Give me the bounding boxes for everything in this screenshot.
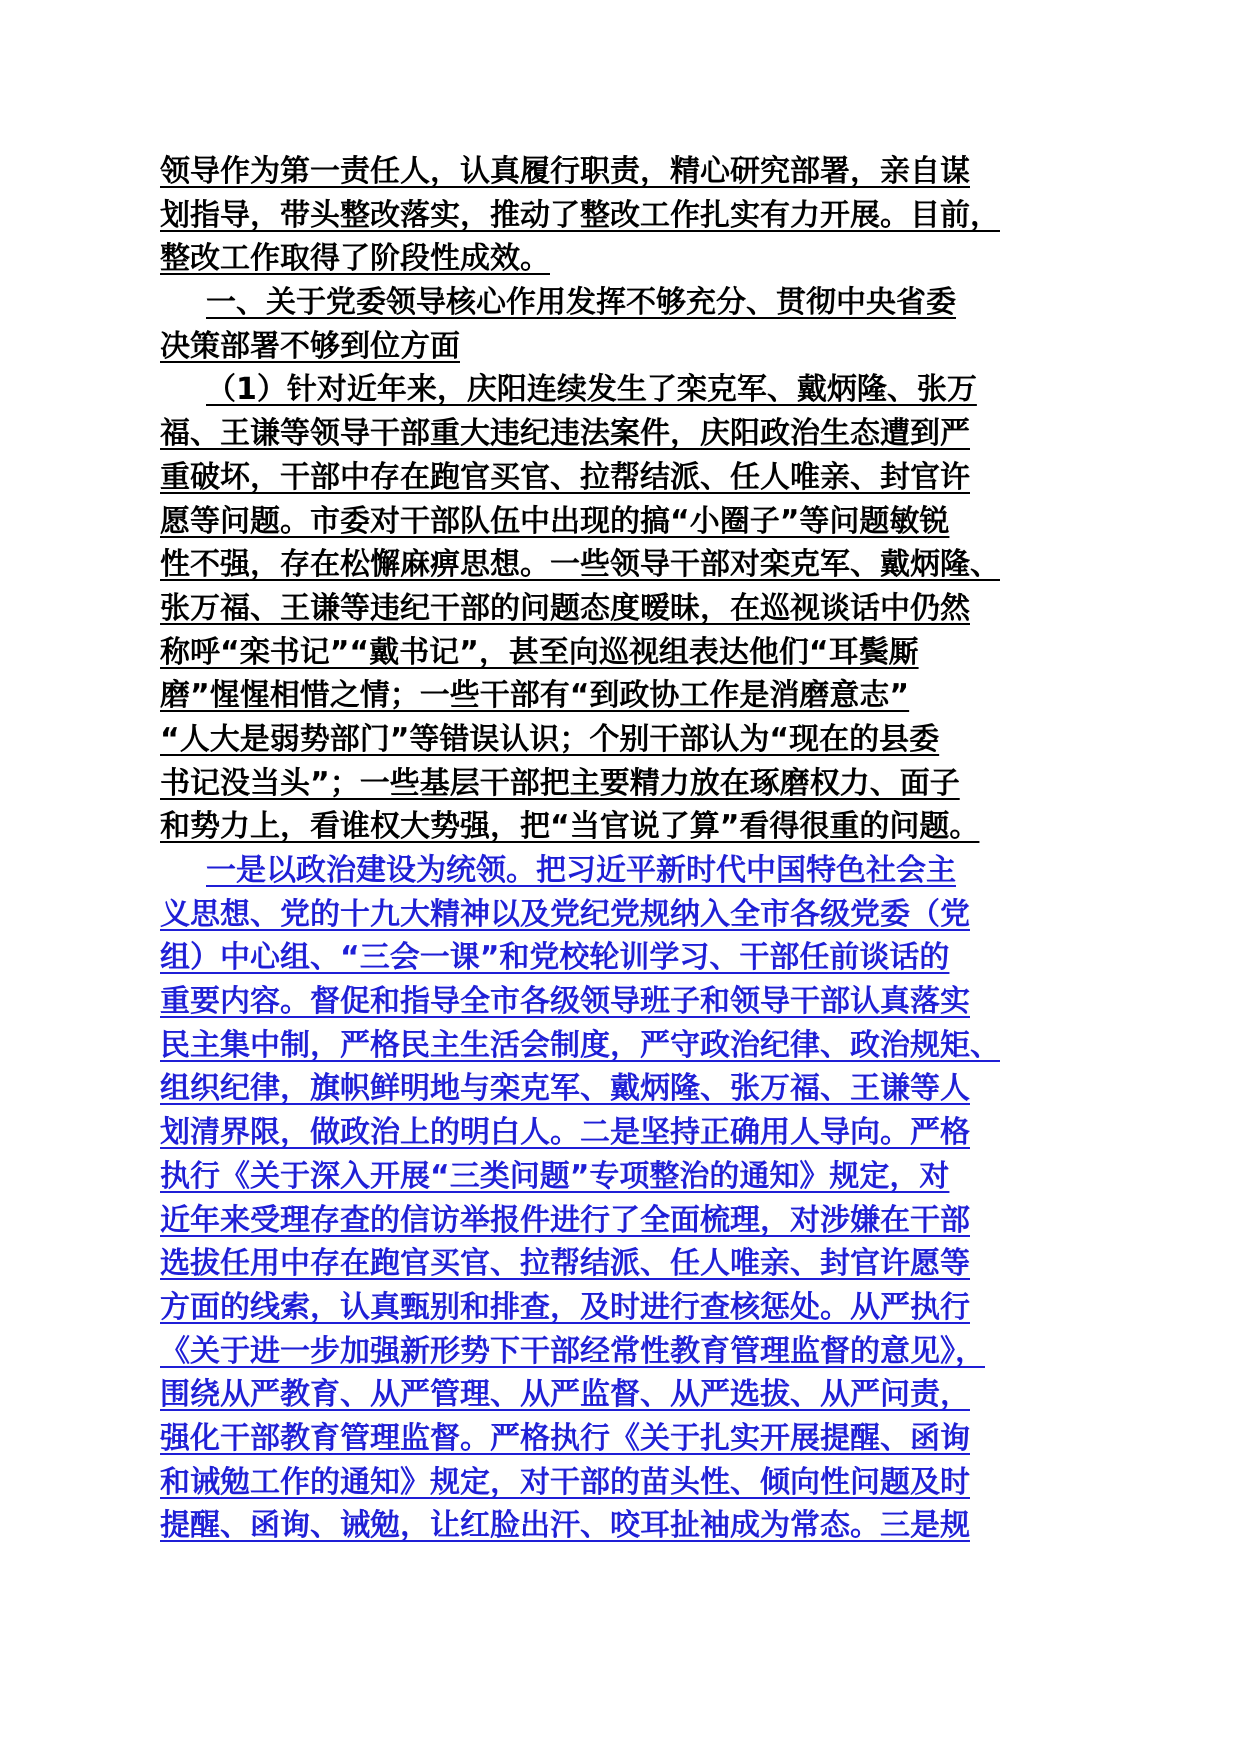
text-line-content: 组织纪律，旗帜鲜明地与栾克军、戴炳隆、张万福、王谦等人 [160, 1071, 970, 1107]
text-line-content: 愿等问题。市委对干部队伍中出现的搞“小圈子”等问题敏锐 [160, 503, 950, 539]
text-line [160, 237, 1120, 281]
text-line [160, 150, 1120, 194]
text-line-content: 决策部署不够到位方面 [160, 328, 460, 364]
text-line [160, 587, 1120, 631]
text-line [160, 1242, 1120, 1286]
text-line [160, 1024, 1120, 1068]
text-line-content: 组）中心组、“三会一课”和党校轮训学习、干部任前谈话的 [160, 940, 950, 976]
text-line [160, 1330, 1120, 1374]
text-line-content: “人大是弱势部门”等错误认识；个别干部认为“现在的县委 [160, 721, 940, 757]
text-line [160, 1067, 1120, 1111]
text-line-content: 整改工作取得了阶段性成效。 [160, 241, 550, 277]
text-line-content: 性不强，存在松懈麻痹思想。一些领导干部对栾克军、戴炳隆、 [160, 547, 1000, 583]
text-line-content: 《关于进一步加强新形势下干部经常性教育管理监督的意见》， [160, 1333, 985, 1369]
text-line-content: 和诫勉工作的通知》规定，对干部的苗头性、倾向性问题及时 [160, 1464, 970, 1500]
text-line-content: 书记没当头”；一些基层干部把主要精力放在琢磨权力、面子 [160, 765, 960, 801]
text-line [160, 718, 1120, 762]
text-line [160, 1286, 1120, 1330]
text-line [160, 1504, 1120, 1548]
text-line [160, 762, 1120, 806]
text-line [160, 893, 1120, 937]
text-line-content: 义思想、党的十九大精神以及党纪党规纳入全市各级党委（党 [160, 896, 970, 932]
text-line [160, 1111, 1120, 1155]
text-line [160, 543, 1120, 587]
text-line [160, 500, 1120, 544]
text-line-content: 强化干部教育管理监督。严格执行《关于扎实开展提醒、函询 [160, 1420, 970, 1456]
text-line-content: 一、关于党委领导核心作用发挥不够充分、贯彻中央省委 [206, 285, 956, 321]
text-line [160, 674, 1120, 718]
text-line-content: 和势力上，看谁权大势强，把“当官说了算”看得很重的问题。 [160, 809, 980, 845]
text-line [160, 456, 1120, 500]
text-line-content: 福、王谦等领导干部重大违纪违法案件，庆阳政治生态遭到严 [160, 416, 970, 452]
text-line-content: 称呼“栾书记”“戴书记”，甚至向巡视组表达他们“耳鬓厮 [160, 634, 919, 670]
text-line-content: 重要内容。督促和指导全市各级领导班子和领导干部认真落实 [160, 984, 970, 1020]
text-line-content: 提醒、函询、诫勉，让红脸出汗、咬耳扯袖成为常态。三是规 [160, 1508, 970, 1544]
text-line [160, 325, 1120, 369]
document-body [160, 150, 1120, 1548]
text-line-content: 一是以政治建设为统领。把习近平新时代中国特色社会主 [206, 853, 956, 888]
text-line-content: 选拔任用中存在跑官买官、拉帮结派、任人唯亲、封官许愿等 [160, 1246, 970, 1282]
text-line [160, 849, 1120, 893]
text-line-content: 方面的线索，认真甄别和排查，及时进行查核惩处。从严执行 [160, 1289, 970, 1325]
text-line-content: 重破坏，干部中存在跑官买官、拉帮结派、任人唯亲、封官许 [160, 459, 970, 495]
text-line [160, 1155, 1120, 1199]
text-line [160, 281, 1120, 325]
text-line-content: 近年来受理存查的信访举报件进行了全面梳理，对涉嫌在干部 [160, 1202, 970, 1238]
text-line-content: 领导作为第一责任人，认真履行职责，精心研究部署，亲自谋 [160, 154, 970, 189]
text-line [160, 1461, 1120, 1505]
text-line-content: 磨”惺惺相惜之情；一些干部有“到政协工作是消磨意志” [160, 678, 910, 714]
text-line [160, 412, 1120, 456]
text-line-content: 划清界限，做政治上的明白人。二是坚持正确用人导向。严格 [160, 1115, 970, 1151]
text-line [160, 1373, 1120, 1417]
text-line [160, 936, 1120, 980]
text-line [160, 980, 1120, 1024]
text-line-content: 围绕从严教育、从严管理、从严监督、从严选拔、从严问责， [160, 1377, 970, 1413]
text-line [160, 631, 1120, 675]
text-line-content: 划指导，带头整改落实，推动了整改工作扎实有力开展。目前， [160, 197, 1000, 233]
text-line-content: 民主集中制，严格民主生活会制度，严守政治纪律、政治规矩、 [160, 1027, 1000, 1063]
text-line-content: 张万福、王谦等违纪干部的问题态度暧昧，在巡视谈话中仍然 [160, 590, 970, 626]
text-line [160, 805, 1120, 849]
text-line [160, 368, 1120, 412]
text-line-content: （1）针对近年来，庆阳连续发生了栾克军、戴炳隆、张万 [206, 372, 977, 408]
text-line [160, 194, 1120, 238]
text-line [160, 1199, 1120, 1243]
text-line [160, 1417, 1120, 1461]
text-line-content: 执行《关于深入开展“三类问题”专项整治的通知》规定，对 [160, 1158, 950, 1194]
